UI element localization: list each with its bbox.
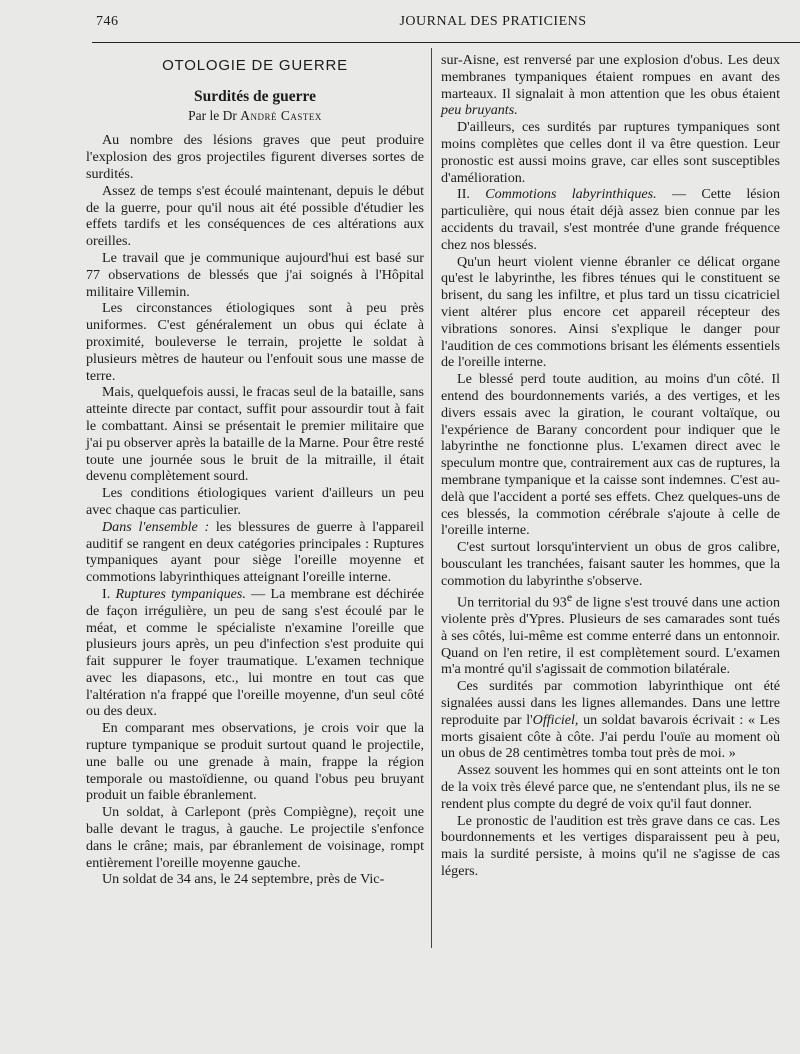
paragraph: Le pronostic de l'audition est très grave dans ce cas. Les bourdonnements et les vertiges disparaissent peu à peu, mais la surdité persiste, à moins qu'il ne s'agisse de cas légers. (441, 812, 780, 879)
paragraph (441, 186, 780, 253)
paragraph: Assez souvent les hommes qui en sont atteints ont le ton de la voix très élevé parce que, ne s'entendant plus, ils ne se rendent plus compte du degré de voix qu'il faut donner. (441, 762, 780, 812)
header-rule (92, 42, 800, 43)
paragraph (86, 519, 424, 586)
article-title: Surdités de guerre (194, 87, 316, 105)
paragraph: Le travail que je communique aujourd'hui est basé sur 77 observations de blessés que j'ai soignés à l'Hôpital militaire Villemin. (86, 249, 424, 300)
paragraph-text: de ligne s'est trouvé dans une action violente près d'Ypres. Plusieurs de ses camarades sont tués à ses côtés, lui-même est comme enterré dans un entonnoir. Quand on l'en retire, il est complètement sourd. L'examen m'a montré qu'il s'agissait de commotion bilatérale. (441, 594, 781, 678)
paragraph: Le blessé perd toute audition, au moins d'un côté. Il entend des bourdonnements variés, a des vertiges, et les divers essais avec la giration, le courant voltaïque, ou l'expérience de Barany concordent pour indiquer que le labyrinthe ne fonctionne plus. L'examen direct avec le speculum montre que, contrairement aux cas de ruptures, la membrane tympanique et la caisse sont indemnes. C'est au-delà que l'accident a porté ses effets. Chez quelques-uns de ces blessés, la commotion cérébrale s'ajoute à celle de l'oreille interne. (441, 371, 780, 539)
paragraph-text: Ces surdités par commotion labyrinthique ont été signalées aussi dans les lignes allemandes. Dans une lettre reproduite par l' (441, 678, 780, 728)
paragraph: Au nombre des lésions graves que peut produire l'explosion des gros projectiles figurent diverses sortes de surdités. (86, 132, 424, 182)
emphasis: Dans l'ensemble : (102, 518, 210, 535)
paragraph-text: Un territorial du 93 (457, 594, 567, 611)
paragraph (441, 52, 780, 119)
paragraph (441, 590, 780, 679)
paragraph-text: sur-Aisne, est renversé par une explosion d'obus. Les deux membranes tympaniques étaient rompues en avant des marteaux. Il signalait à mon attention que les obus étaient (441, 52, 780, 102)
section-number: II. (457, 186, 486, 203)
page-number: 746 (96, 14, 119, 29)
emphasis: peu bruyants. (441, 102, 518, 119)
subsection-heading: Commotions labyrinthiques. (485, 186, 657, 203)
paragraph: Mais, quelquefois aussi, le fracas seul de la bataille, sans atteinte directe par contact, suffit pour assourdir tout à fait le combattant. Ainsi se présentait le premier militaire que j'ai pu observer après la bataille de la Marne. Pour être resté toute une journée sous le bruit de la mitraille, il était devenu complètement sourd. (86, 384, 424, 485)
paragraph: D'ailleurs, ces surdités par ruptures tympaniques sont moins complètes que celles dont il va être question. Leur pronostic est aussi moins grave, car elles sont susceptibles d'amélioration. (441, 119, 780, 186)
subsection-heading: Ruptures tympaniques. (115, 585, 246, 602)
paragraph (441, 678, 780, 762)
paragraph: Assez de temps s'est écoulé maintenant, depuis le début de la guerre, pour qu'il nous ait été possible d'étudier les effets tardifs et les conséquences de ces altérations aux oreilles. (86, 182, 424, 250)
section-number: I. (102, 585, 116, 602)
paragraph-text: — La membrane est déchirée de façon irrégulière, un peu de sang s'est écoulé par le méat, et comme le spécialiste n'examine l'oreille que plusieurs jours après, un peu d'infection s'est produite qui fait suppurer le foyer traumatique. L'examen technique avec les diapasons, etc., lui montre en tout cas que l'altération n'a frappé que l'oreille moyenne, d'un seul côté ou des deux. (86, 585, 424, 720)
running-head (96, 14, 770, 36)
article-byline (86, 108, 424, 125)
paragraph (86, 586, 424, 720)
paragraph: C'est surtout lorsqu'intervient un obus de gros calibre, bousculant les tranchées, faisant sauter les hommes, que la commotion du labyrinthe s'observe. (441, 539, 780, 589)
right-column (441, 52, 780, 880)
paragraph: Les conditions étiologiques varient d'ailleurs un peu avec chaque cas particulier. (86, 485, 424, 518)
superscript: e (566, 590, 573, 604)
column-divider (431, 48, 432, 948)
section-title: OTOLOGIE DE GUERRE (162, 57, 348, 74)
paragraph-text: les blessures de guerre à l'appareil auditif se rangent en deux catégories principales : Ruptures tympaniques ayant pour siège l'oreille moyenne et commotions labyrinthiques atteignant l'oreille interne. (86, 518, 424, 586)
paragraph-text: — Cette lésion particulière, qui nous était déjà assez bien connue par les accidents du travail, s'est montrée d'une grande fréquence chez nos blessés. (441, 186, 780, 253)
paragraph: Un soldat de 34 ans, le 24 septembre, près de Vic- (102, 871, 385, 888)
paragraph: En comparant mes observations, je crois voir que la rupture tympanique se produit surtout quand le projectile, une balle ou une grenade à main, frappe la région temporale ou mastoïdienne, ou quand l'obus peu bruyant produit un faible ébranlement. (86, 720, 424, 804)
journal-title: JOURNAL DES PRATICIENS (399, 14, 587, 29)
paragraph-text: un soldat bavarois écrivait : « Les morts gisaient côte à côte. J'ai perdu l'ouïe au moment où un obus de 28 centimètres tomba tout près de moi. » (441, 711, 781, 762)
paragraph: Qu'un heurt violent vienne ébranler ce délicat organe qu'est le labyrinthe, les fibres ténues qui le constituent se brisent, du sang les infiltre, et plus tard un tissu cicatriciel vient altérer plus encore cet appareil récepteur des vibrations sonores. Ainsi s'explique le danger pour l'audition de ces commotions brisant les éléments essentiels de l'oreille interne. (441, 253, 780, 371)
byline-author: André Castex (240, 107, 322, 123)
byline-prefix: Par le Dr (188, 107, 237, 123)
emphasis: Officiel, (532, 711, 579, 728)
paragraph: Les circonstances étiologiques sont à peu près uniformes. C'est généralement un obus qui éclate à proximité, bouleverse le terrain, projette le soldat à plusieurs mètres de hauteur ou l'enfouit sous une masse de terre. (86, 300, 424, 384)
left-column (86, 52, 424, 888)
paragraph: Un soldat, à Carlepont (près Compiègne), reçoit une balle devant le tragus, à gauche. Le projectile s'enfonce dans le crâne; mais, par ébranlement de voisinage, rompt entièrement l'oreille moyenne gauche. (86, 804, 424, 871)
